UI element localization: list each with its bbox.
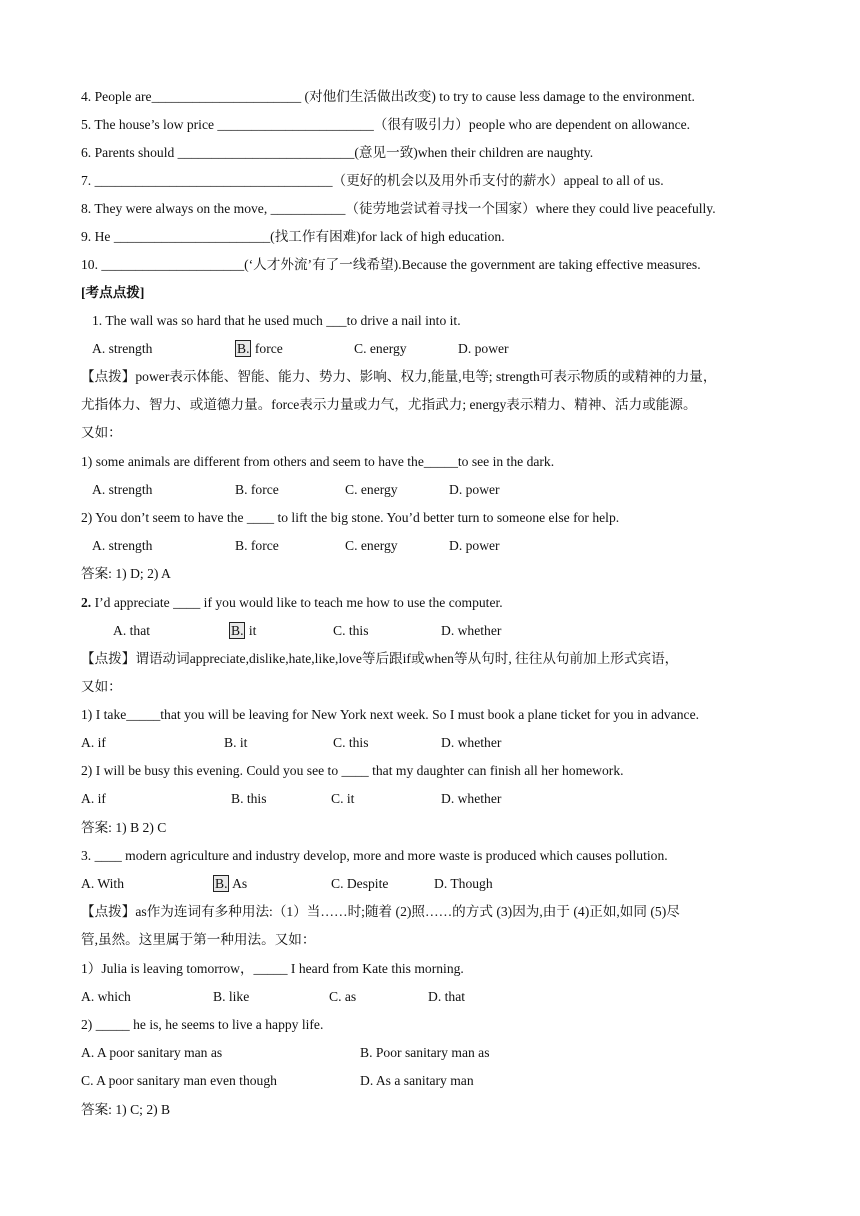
q1-option-c: C. energy [354, 341, 407, 356]
q2-example-2: 2) I will be busy this evening. Could you see to ____ that my daughter can finish all her homework. [81, 763, 624, 778]
q2-ex2-option-d: D. whether [441, 791, 502, 806]
q2-ex1-option-d: D. whether [441, 735, 502, 750]
q3-example-1 [81, 960, 464, 978]
q1-ex2-option-c: C. energy [345, 538, 398, 553]
q2-ex1-option-b: B. it [224, 735, 248, 750]
exercise-9: 9. He _______________________(找工作有困难)for lack of high education. [81, 229, 505, 244]
q2-ex1-after: that you will be leaving for New York next week. So I must book a plane ticket for you in advance. [160, 707, 699, 722]
q1-ex1-option-a: A. strength [92, 482, 153, 497]
q1-stem-blank: ___ [326, 313, 347, 328]
q3-answer: 答案: 1) C; 2) B [81, 1102, 171, 1117]
exercise-7: 7. ___________________________________（更好的机会以及用外币支付的薪水）appeal to all of us. [81, 173, 664, 188]
q1-ex2-option-d: D. power [449, 538, 500, 553]
exercise-5: 5. The house’s low price _______________________（很有吸引力）people who are dependent on allowance. [81, 117, 691, 132]
q3-tip-line-1: 【点拨】as作为连词有多种用法:（1）当……时;随着 (2)照……的方式 (3)因为,由于 (4)正如,如同 (5)尽 [81, 904, 680, 919]
q3-tip-line-2: 管,虽然。这里属于第一种用法。又如： [81, 932, 316, 947]
q3-ex1-after: I heard from Kate this morning. [287, 961, 464, 976]
q1-stem [92, 312, 461, 330]
q1-ex1-option-b: B. force [235, 482, 279, 497]
q1-ex1-after: to see in the dark. [457, 454, 555, 469]
q1-option-b [235, 340, 283, 358]
q3-ex1-option-b: B. like [213, 989, 250, 1004]
q3-ex1-blank: _____ [253, 961, 288, 976]
q3-example-2: 2) _____ he is, he seems to live a happy life. [81, 1017, 324, 1032]
q2-ex1-option-c: C. this [333, 735, 369, 750]
q1-stem-before: 1. The wall was so hard that he used much [92, 313, 327, 328]
q2-option-c: C. this [333, 623, 369, 638]
q3-answer-box: B. [215, 876, 228, 891]
q1-ex1-option-c: C. energy [345, 482, 398, 497]
q1-ex1-option-d: D. power [449, 482, 500, 497]
q2-ex2-option-a: A. if [81, 791, 106, 806]
exercise-10: 10. _____________________(‘人才外流’有了一线希望).Because the government are taking effective measures. [81, 257, 701, 272]
q3-stem: 3. ____ modern agriculture and industry develop, more and more waste is produced which causes pollution. [81, 848, 668, 863]
q2-ex1-option-a: A. if [81, 735, 106, 750]
q3-option-c: C. Despite [331, 876, 389, 891]
q1-tip-line-3: 又如： [81, 425, 122, 440]
q2-number: 2. [81, 595, 92, 610]
q2-ex1-before: 1) I take [81, 707, 127, 722]
q2-tip-line-1: 【点拨】谓语动词appreciate,dislike,hate,like,love等后跟if或when等从句时, 往往从句前加上形式宾语， [81, 651, 679, 666]
q1-option-a: A. strength [92, 341, 153, 356]
q3-ex1-option-a: A. which [81, 989, 131, 1004]
section-title: [考点点拨] [81, 285, 145, 300]
q3-ex1-option-c: C. as [329, 989, 357, 1004]
q2-answer: 答案: 1) B 2) C [81, 820, 167, 835]
q1-ex2-option-a: A. strength [92, 538, 153, 553]
q1-example-1 [81, 453, 554, 471]
q3-option-d: D. Though [434, 876, 493, 891]
q1-ex2-option-b: B. force [235, 538, 279, 553]
q2-tip-line-2: 又如： [81, 679, 122, 694]
q1-ex1-blank: _____ [423, 454, 458, 469]
q1-answer: 答案: 1) D; 2) A [81, 566, 171, 581]
q1-option-d: D. power [458, 341, 509, 356]
q2-ex2-option-b: B. this [231, 791, 267, 806]
q2-ex2-option-c: C. it [331, 791, 355, 806]
q2-option-b-text: it [245, 623, 257, 638]
q3-option-b-text: As [229, 876, 248, 891]
q2-answer-box: B. [231, 623, 244, 638]
q1-tip-line-2: 尤指体力、智力、或道德力量。force表示力量或力气，尤指武力; energy表示精力、精神、活力或能源。 [81, 397, 697, 412]
q3-option-a: A. With [81, 876, 125, 891]
exercise-4: 4. People are______________________ (对他们生活做出改变) to try to cause less damage to the environment. [81, 89, 695, 104]
q2-stem [81, 594, 503, 612]
q3-option-b [213, 875, 247, 893]
q1-tip-line-1: 【点拨】power表示体能、智能、能力、势力、影响、权力,能量,电等; strength可表示物质的或精神的力量， [81, 369, 717, 384]
q1-option-b-text: force [251, 341, 283, 356]
q3-ex2-option-d: D. As a sanitary man [360, 1073, 474, 1088]
q2-ex1-blank: _____ [126, 707, 161, 722]
q2-example-1 [81, 706, 699, 724]
q1-example-2: 2) You don’t seem to have the ____ to lift the big stone. You’d better turn to someone else for help. [81, 510, 620, 525]
q3-ex2-option-b: B. Poor sanitary man as [360, 1045, 490, 1060]
q3-ex1-before: 1）Julia is leaving tomorrow， [81, 961, 254, 976]
q3-ex2-option-c: C. A poor sanitary man even though [81, 1073, 277, 1088]
exercise-6: 6. Parents should __________________________(意见一致)when their children are naughty. [81, 145, 594, 160]
q2-option-a: A. that [113, 623, 150, 638]
q3-ex2-option-a: A. A poor sanitary man as [81, 1045, 223, 1060]
q1-ex1-before: 1) some animals are different from others and seem to have the [81, 454, 424, 469]
q2-option-b [229, 622, 256, 640]
exercise-8: 8. They were always on the move, ___________（徒劳地尝试着寻找一个国家）where they could live peacefully. [81, 201, 716, 216]
q1-stem-after: to drive a nail into it. [346, 313, 461, 328]
q3-ex1-option-d: D. that [428, 989, 465, 1004]
q2-stem-text: I’d appreciate ____ if you would like to teach me how to use the computer. [91, 595, 503, 610]
q2-option-d: D. whether [441, 623, 502, 638]
q1-answer-box: B. [237, 341, 250, 356]
